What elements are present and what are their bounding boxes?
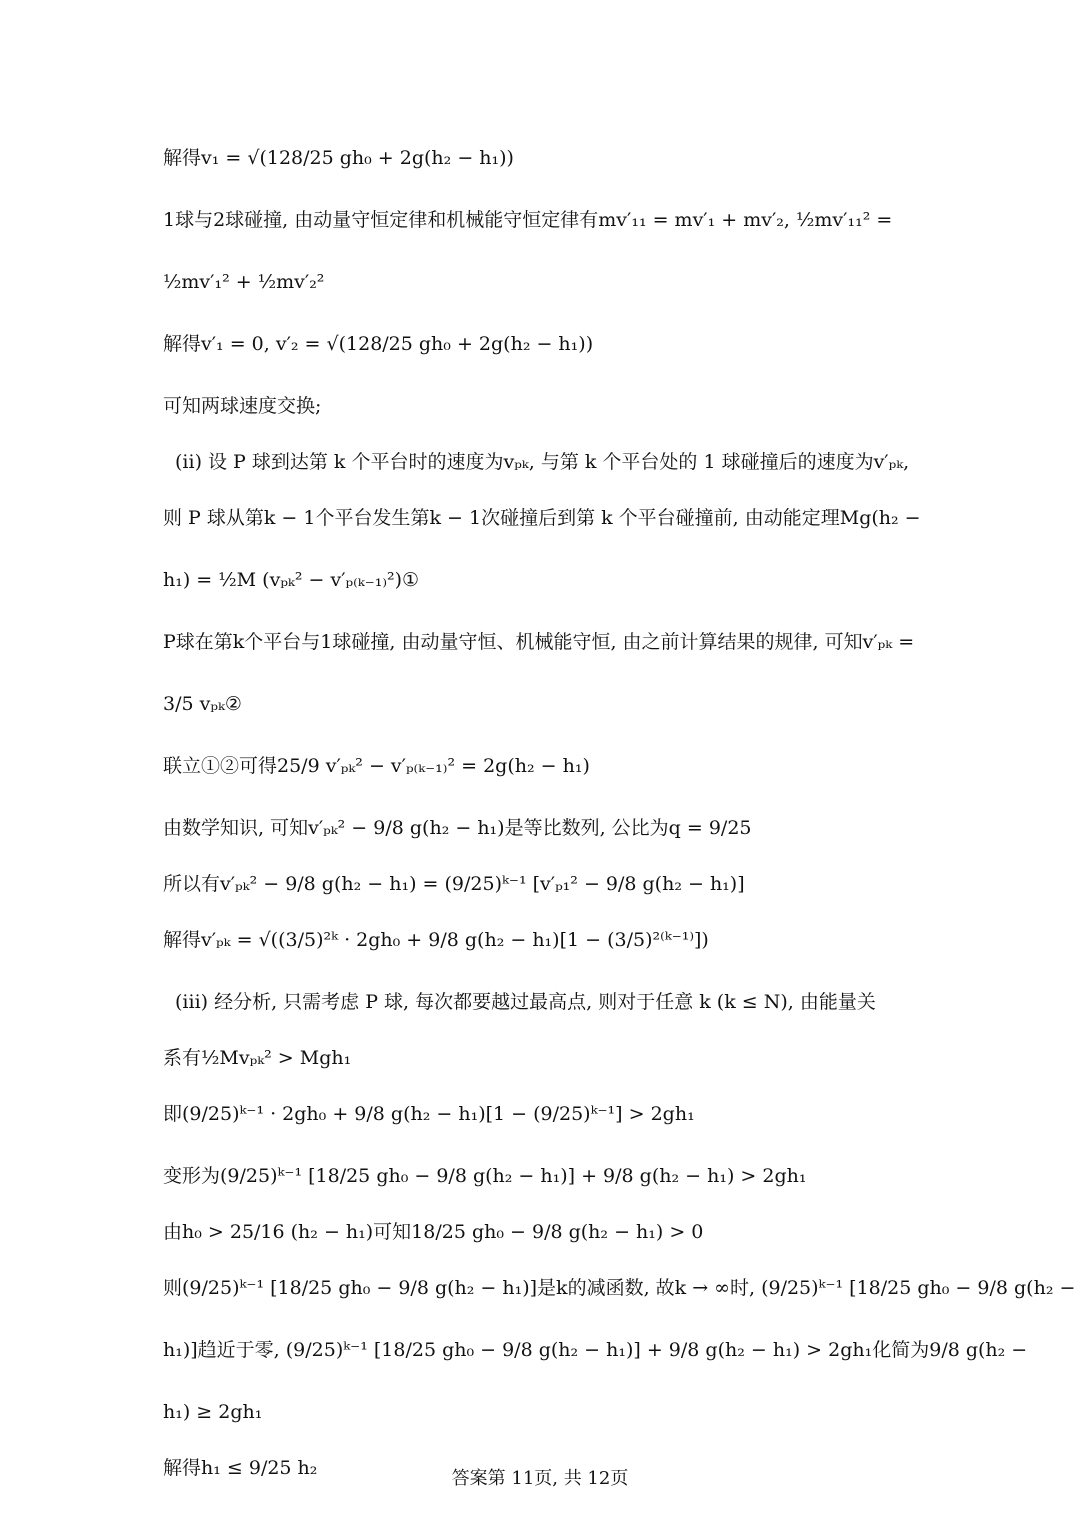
answer-content — [163, 130, 1076, 1496]
equation-line: 解得v′ₚₖ = √((3/5)²ᵏ · 2gh₀ + 9/8 g(h₂ − h₁)[1 − (3/5)²⁽ᵏ⁻¹⁾]) — [163, 929, 709, 951]
text-line: 则(9/25)ᵏ⁻¹ [18/25 gh₀ − 9/8 g(h₂ − h₁)]是k的减函数, 故k → ∞时, (9/25)ᵏ⁻¹ [18/25 gh₀ − 9/8 g(h₂ − — [163, 1277, 1076, 1299]
equation-line: 联立①②可得25/9 v′ₚₖ² − v′ₚ₍ₖ₋₁₎² = 2g(h₂ − h₁) — [163, 755, 590, 777]
equation-line: 即(9/25)ᵏ⁻¹ · 2gh₀ + 9/8 g(h₂ − h₁)[1 − (9/25)ᵏ⁻¹] > 2gh₁ — [163, 1103, 695, 1125]
equation-line: 解得v₁ = √(128/25 gh₀ + 2g(h₂ − h₁)) — [163, 147, 514, 169]
text-line: (iii) 经分析, 只需考虑 P 球, 每次都要越过最高点, 则对于任意 k (k ≤ N), 由能量关 — [175, 991, 876, 1013]
text-line: 1球与2球碰撞, 由动量守恒定律和机械能守恒定律有mv′₁₁ = mv′₁ + mv′₂, ½mv′₁₁² = — [163, 209, 893, 231]
equation-line: 3/5 vₚₖ② — [163, 693, 242, 715]
text-line: h₁)]趋近于零, (9/25)ᵏ⁻¹ [18/25 gh₀ − 9/8 g(h₂ − h₁)] + 9/8 g(h₂ − h₁) > 2gh₁化简为9/8 g(h₂ − — [163, 1339, 1028, 1361]
page-footer: 答案第 11页, 共 12页 — [451, 1468, 629, 1489]
equation-line: 所以有v′ₚₖ² − 9/8 g(h₂ − h₁) = (9/25)ᵏ⁻¹ [v′ₚ₁² − 9/8 g(h₂ − h₁)] — [163, 873, 745, 895]
equation-line: 系有½Mvₚₖ² > Mgh₁ — [163, 1047, 352, 1069]
text-line: (ii) 设 P 球到达第 k 个平台时的速度为vₚₖ, 与第 k 个平台处的 1 球碰撞后的速度为v′ₚₖ, — [175, 451, 910, 473]
text-line: 可知两球速度交换; — [163, 395, 322, 417]
equation-line: ½mv′₁² + ½mv′₂² — [163, 271, 325, 293]
equation-line: 解得v′₁ = 0, v′₂ = √(128/25 gh₀ + 2g(h₂ − h₁)) — [163, 333, 594, 355]
text-line: 则 P 球从第k − 1个平台发生第k − 1次碰撞后到第 k 个平台碰撞前, 由动能定理Mg(h₂ − — [163, 507, 921, 529]
equation-line: 变形为(9/25)ᵏ⁻¹ [18/25 gh₀ − 9/8 g(h₂ − h₁)] + 9/8 g(h₂ − h₁) > 2gh₁ — [163, 1165, 807, 1187]
equation-line: h₁) = ½M (vₚₖ² − v′ₚ₍ₖ₋₁₎²)① — [163, 569, 420, 591]
equation-line: h₁) ≥ 2gh₁ — [163, 1401, 263, 1423]
equation-line: 解得h₁ ≤ 9/25 h₂ — [163, 1457, 318, 1479]
equation-line: 由h₀ > 25/16 (h₂ − h₁)可知18/25 gh₀ − 9/8 g(h₂ − h₁) > 0 — [163, 1221, 704, 1243]
text-line: 由数学知识, 可知v′ₚₖ² − 9/8 g(h₂ − h₁)是等比数列, 公比为q = 9/25 — [163, 817, 752, 839]
text-line: P球在第k个平台与1球碰撞, 由动量守恒、机械能守恒, 由之前计算结果的规律, 可知v′ₚₖ = — [163, 631, 915, 653]
